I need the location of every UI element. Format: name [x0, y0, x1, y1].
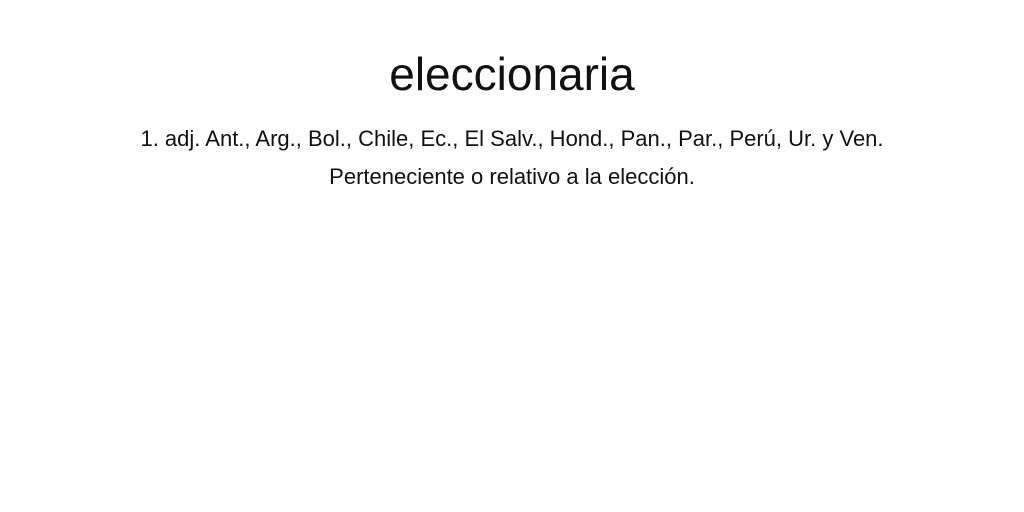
headword: eleccionaria: [389, 48, 635, 100]
definition: 1. adj. Ant., Arg., Bol., Chile, Ec., El Salv., Hond., Pan., Par., Perú, Ur. y Ven. Perteneciente o relativo a la elección.: [140, 126, 884, 189]
